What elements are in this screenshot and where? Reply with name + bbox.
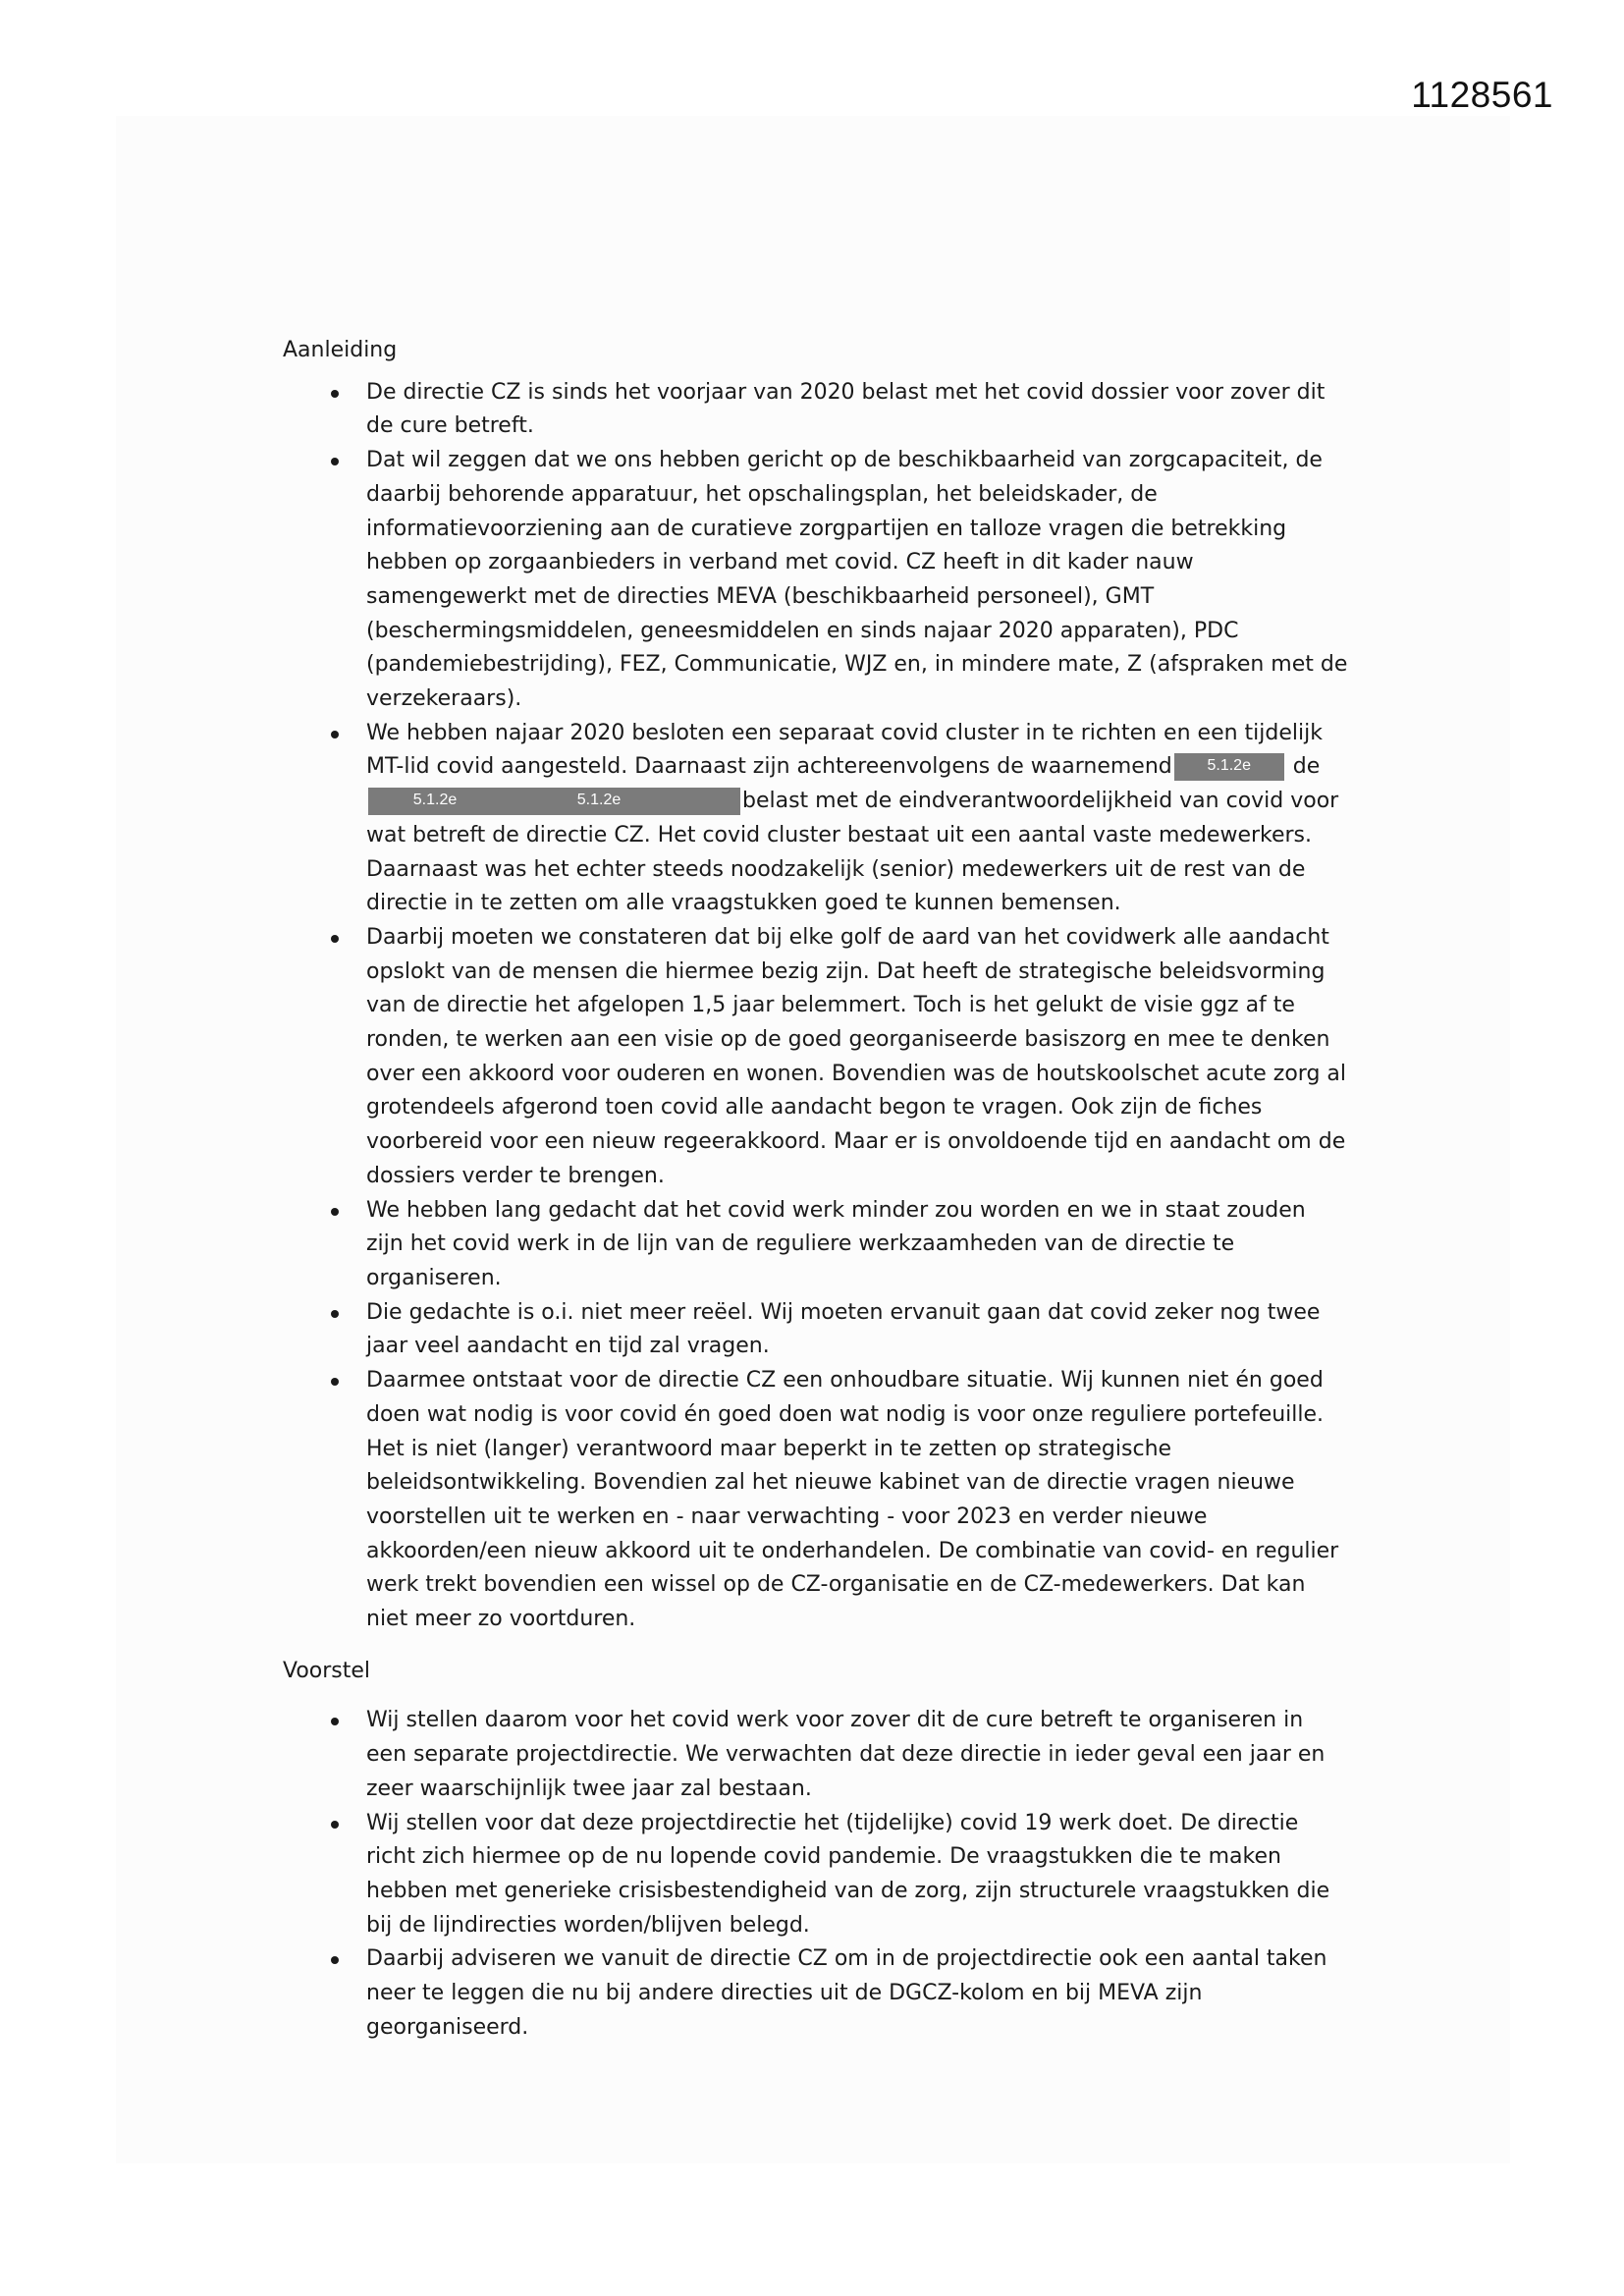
bullet-icon bbox=[331, 458, 339, 465]
list-item bbox=[283, 1194, 1348, 1296]
bullet-text: We hebben lang gedacht dat het covid werk minder zou worden en we in staat zouden zijn het covid werk in de lijn van de reguliere werkzaamheden van de directie te organiseren. bbox=[366, 1197, 1306, 1290]
bullet-icon bbox=[331, 1821, 339, 1829]
list-item bbox=[283, 1942, 1348, 2045]
bullet-icon bbox=[331, 1208, 339, 1216]
list-item bbox=[283, 1364, 1348, 1637]
list-item bbox=[283, 444, 1348, 717]
list-item bbox=[283, 1704, 1348, 1806]
bullet-text: Daarmee ontstaat voor de directie CZ een onhoudbare situatie. Wij kunnen niet én goed doen wat nodig is voor covid én goed doen wat nodig is voor onze reguliere portefeuille. Het is niet (langer) verantwoord maar beperkt in te zetten op strategische beleidsontwikkeling. Bovendien zal het nieuwe kabinet van de directie vragen nieuwe voorstellen uit te werken en - naar verwachting - voor 2023 en verder nieuwe akkoorden/een nieuw akkoord uit te onderhandelen. De combinatie van covid- en regulier werk trekt bovendien een wissel op de CZ-organisatie en de CZ-medewerkers. Dat kan niet meer zo voortduren. bbox=[366, 1368, 1339, 1632]
bullet-text: Wij stellen voor dat deze projectdirectie het (tijdelijke) covid 19 werk doet. De directie richt zich hiermee op de nu lopende covid pandemie. De vraagstukken die te maken hebben met generieke crisisbestendigheid van de zorg, zijn structurele vraagstukken die bij de lijndirecties worden/blijven belegd. bbox=[366, 1810, 1330, 1938]
bullet-text: Dat wil zeggen dat we ons hebben gericht op de beschikbaarheid van zorgcapaciteit, de daarbij behorende apparatuur, het opschalingsplan, het beleidskader, de informatievoorziening aan de curatieve zorgpartijen en talloze vragen die betrekking hebben op zorgaanbieders in verband met covid. CZ heeft in dit kader nauw samengewerkt met de directies MEVA (beschikbaarheid personeel), GMT (beschermingsmiddelen, geneesmiddelen en sinds najaar 2020 apparaten), PDC (pandemiebestrijding), FEZ, Communicatie, WJZ en, in mindere mate, Z (afspraken met de verzekeraars). bbox=[366, 448, 1348, 712]
voorstel-bullet-list bbox=[283, 1704, 1373, 2045]
redaction-box: 5.1.2e bbox=[458, 788, 740, 815]
bullet-text: Daarbij adviseren we vanuit de directie CZ om in de projectdirectie ook een aantal taken neer te leggen die nu bij andere directies uit de DGCZ-kolom en bij MEVA zijn georganiseerd. bbox=[366, 1946, 1327, 2040]
bullet-icon bbox=[331, 1718, 339, 1725]
bullet-text: We hebben najaar 2020 besloten een separaat covid cluster in te richten en een tijdelijk MT-lid covid aangesteld. Daarnaast zijn achtereenvolgens de waarnemend bbox=[366, 720, 1323, 780]
section-heading-aanleiding: Aanleiding bbox=[283, 338, 398, 362]
redaction-box: 5.1.2e bbox=[368, 788, 502, 815]
bullet-icon bbox=[331, 390, 339, 398]
bullet-icon bbox=[331, 935, 339, 943]
bullet-icon bbox=[331, 1378, 339, 1386]
bullet-icon bbox=[331, 1956, 339, 1964]
bullet-icon bbox=[331, 1310, 339, 1318]
bullet-text: de bbox=[1292, 754, 1321, 780]
bullet-text: belast met de eindverantwoordelijkheid van covid voor wat betreft de directie CZ. Het covid cluster bestaat uit een aantal vaste medewerkers. Daarnaast was het echter steeds noodzakelijk (senior) medewerkers uit de rest van de directie in te zetten om alle vraagstukken goed te kunnen bemensen. bbox=[366, 789, 1339, 916]
bullet-text: Die gedachte is o.i. niet meer reëel. Wij moeten ervanuit gaan dat covid zeker nog twee jaar veel aandacht en tijd zal vragen. bbox=[366, 1299, 1321, 1359]
redaction-box: 5.1.2e bbox=[1174, 753, 1284, 781]
section-heading-voorstel: Voorstel bbox=[283, 1658, 371, 1683]
bullet-icon bbox=[331, 731, 339, 738]
bullet-text: Wij stellen daarom voor het covid werk voor zover dit de cure betreft te organiseren in een separate projectdirectie. We verwachten dat deze directie in ieder geval een jaar en zeer waarschijnlijk twee jaar zal bestaan. bbox=[366, 1708, 1326, 1801]
list-item bbox=[283, 1807, 1348, 1943]
bullet-text: Daarbij moeten we constateren dat bij elke golf de aard van het covidwerk alle aandacht opslokt van de mensen die hiermee bezig zijn. Dat heeft de strategische beleidsvorming van de directie het afgelopen 1,5 jaar belemmert. Toch is het gelukt de visie ggz af te ronden, te werken aan een visie op de goed georganiseerde basiszorg en mee te denken over een akkoord voor ouderen en wonen. Bovendien was de houtskoolschet acute zorg al grotendeels afgerond toen covid alle aandacht begon te vragen. Ook zijn de fiches voorbereid voor een nieuw regeerakkoord. Maar er is onvoldoende tijd en aandacht om de dossiers verder te brengen. bbox=[366, 924, 1347, 1188]
document-body bbox=[283, 334, 1373, 2045]
list-item bbox=[283, 1296, 1348, 1364]
list-item bbox=[283, 921, 1348, 1194]
bullet-text: De directie CZ is sinds het voorjaar van 2020 belast met het covid dossier voor zover dit de cure betreft. bbox=[366, 379, 1326, 439]
document-id-number: 1128561 bbox=[1411, 75, 1553, 115]
list-item bbox=[283, 376, 1348, 444]
list-item bbox=[283, 717, 1348, 921]
aanleiding-bullet-list bbox=[283, 376, 1373, 1637]
